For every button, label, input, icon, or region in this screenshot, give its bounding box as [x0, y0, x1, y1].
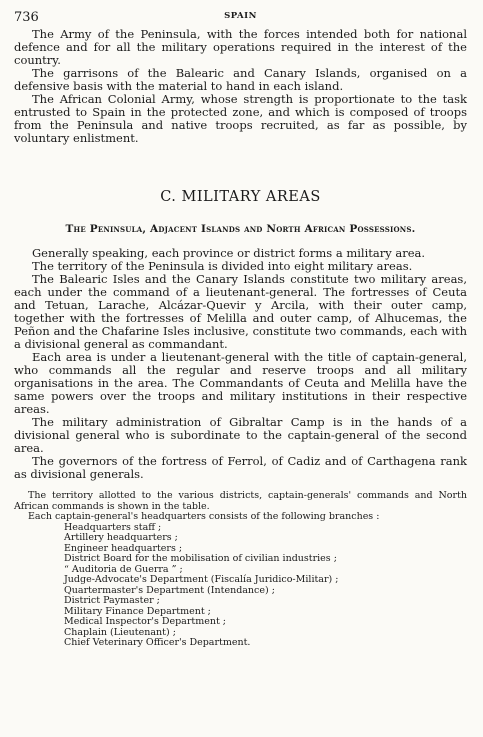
body-paragraph: The Balearic Isles and the Canary Islands constitute two military areas, each under the command of a lieutenant-general. The fortresses of Ceuta and Tetuan, Larache, Alcázar-Quevir y Arcila, with their outer camp, together with the fortresses of Melilla and outer camp, of Alhucemas, the Peñon and the Chafarine Isles inclusive, constitute two commands, each with a divisional general as commandant. [14, 272, 467, 351]
list-item: Headquarters staff ; [64, 521, 162, 533]
list-item: Military Finance Department ; [64, 605, 211, 617]
intro-block [14, 28, 467, 145]
page-header [14, 6, 467, 28]
list-item: Engineer headquarters ; [64, 542, 183, 554]
list-item: Chaplain (Lieutenant) ; [64, 626, 176, 638]
list-item: Artillery headquarters ; [64, 532, 178, 543]
list-item: Quartermaster's Department (Intendance) ; [64, 584, 275, 596]
list-item: Chief Veterinary Officer's Department. [64, 637, 251, 648]
intro-paragraph: The African Colonial Army, whose strength is proportionate to the task entrusted to Spain in the protected zone, and which is composed of troops from the Peninsula and native troops recruited, as far as possible, by voluntary enlistment. [14, 92, 467, 145]
body-paragraph: Each area is under a lieutenant-general with the title of captain-general, who commands all the regular and reserve troops and all military organisations in the area. The Commandants of Ceuta and Melilla have the same powers over the troops and military institutions in their respective areas. [14, 350, 467, 416]
page-number: 736 [14, 10, 39, 25]
body-paragraph: The governors of the fortress of Ferrol, of Cadiz and of Carthagena rank as divisional generals. [14, 454, 467, 481]
running-head: SPAIN [224, 11, 257, 21]
branches-list [14, 523, 467, 649]
intro-paragraph: The garrisons of the Balearic and Canary Islands, organised on a defensive basis with the material to hand in each island. [14, 66, 467, 93]
small-paragraph: The territory allotted to the various districts, captain-generals' commands and North African commands is shown in the table. [14, 490, 467, 512]
list-item: Judge-Advocate's Department (Fiscalía Juridico-Militar) ; [64, 574, 339, 585]
section-subheading: The Peninsula, Adjacent Islands and North African Possessions. [65, 223, 416, 235]
list-item: “ Auditoria de Guerra ” ; [64, 563, 183, 575]
small-print-block [14, 491, 467, 649]
body-paragraph: The territory of the Peninsula is divided into eight military areas. [32, 259, 413, 273]
list-item: District Paymaster ; [64, 595, 160, 606]
intro-paragraph: The Army of the Peninsula, with the forces intended both for national defence and for all the military operations required in the interest of the country. [14, 27, 467, 67]
body-paragraph: The military administration of Gibraltar Camp is in the hands of a divisional general who is subordinate to the captain-general of the second area. [14, 415, 467, 455]
list-item: District Board for the mobilisation of civilian industries ; [64, 553, 337, 564]
section-heading: C. MILITARY AREAS [160, 189, 321, 205]
body-paragraph: Generally speaking, each province or district forms a military area. [32, 246, 426, 260]
small-paragraph: Each captain-general's headquarters consists of the following branches : [28, 511, 380, 522]
list-item: Medical Inspector's Department ; [64, 616, 226, 627]
body-block [14, 247, 467, 481]
